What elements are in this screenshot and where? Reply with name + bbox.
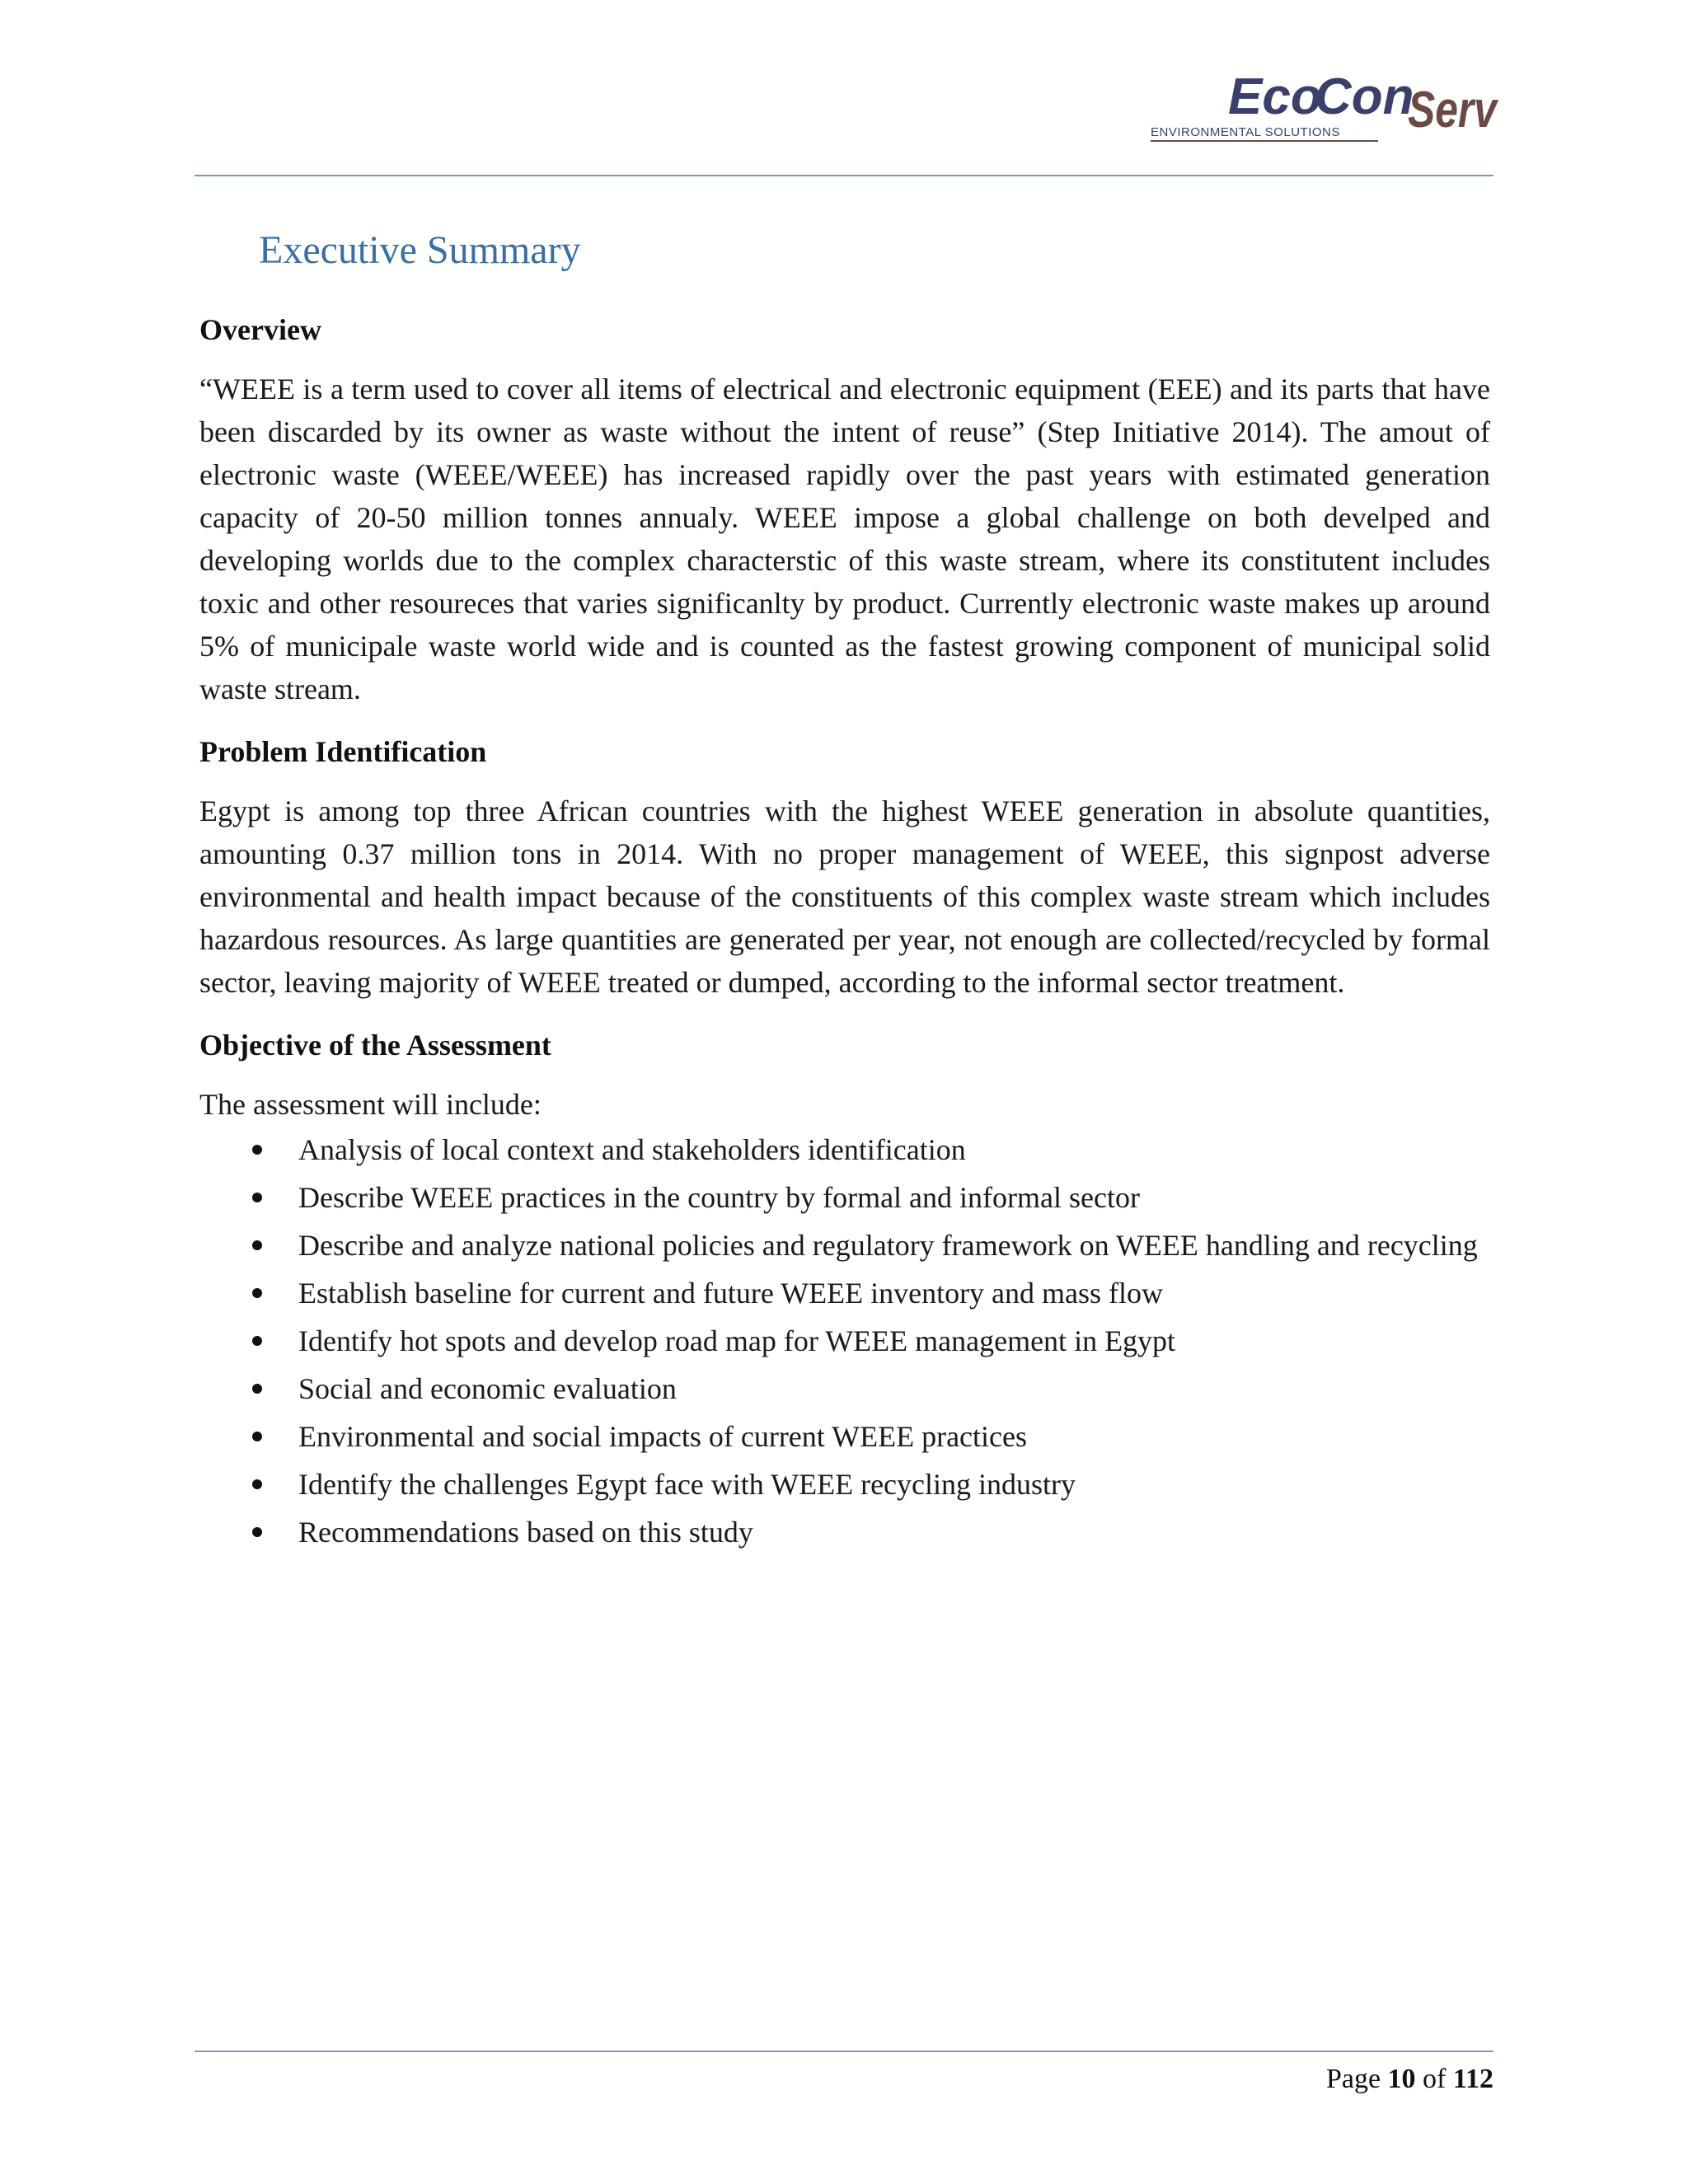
list-item bbox=[199, 1225, 1490, 1266]
list-item bbox=[199, 1129, 1490, 1170]
list-item bbox=[199, 1464, 1490, 1505]
page-title: Executive Summary bbox=[259, 228, 581, 272]
logo-wordmark-eco: Eco bbox=[1228, 68, 1322, 125]
bullet-icon bbox=[252, 1336, 262, 1346]
list-item-text: Analysis of local context and stakeholders identification bbox=[298, 1133, 966, 1166]
header-rule bbox=[195, 175, 1493, 176]
objective-intro: The assessment will include: bbox=[199, 1088, 542, 1121]
bullet-icon bbox=[252, 1193, 262, 1202]
list-item-text: Identify hot spots and develop road map for WEEE management in Egypt bbox=[298, 1324, 1176, 1357]
of-label: of bbox=[1423, 2064, 1447, 2094]
list-item-text: Establish baseline for current and future WEEE inventory and mass flow bbox=[298, 1277, 1164, 1310]
current-page-number: 10 bbox=[1387, 2064, 1416, 2094]
page-content bbox=[199, 223, 1490, 1559]
page-number-footer bbox=[1326, 2059, 1493, 2100]
overview-heading: Overview bbox=[199, 313, 321, 346]
bullet-icon bbox=[252, 1432, 262, 1441]
list-item-text: Describe WEEE practices in the country by formal and informal sector bbox=[298, 1181, 1140, 1214]
bullet-icon bbox=[252, 1145, 262, 1155]
list-item bbox=[199, 1272, 1490, 1314]
list-item-text: Describe and analyze national policies and regulatory framework on WEEE handling and recycling bbox=[298, 1229, 1478, 1262]
objective-heading: Objective of the Assessment bbox=[199, 1029, 551, 1062]
bullet-icon bbox=[252, 1240, 262, 1250]
list-item bbox=[199, 1368, 1490, 1409]
ecoconserv-logo bbox=[1147, 66, 1502, 148]
list-item bbox=[199, 1416, 1490, 1457]
bullet-icon bbox=[252, 1384, 262, 1394]
logo-underline bbox=[1151, 140, 1378, 142]
list-item bbox=[199, 1511, 1490, 1553]
bullet-icon bbox=[252, 1479, 262, 1489]
list-item-text: Recommendations based on this study bbox=[298, 1516, 753, 1549]
logo-wordmark-con: Con bbox=[1315, 68, 1414, 125]
problem-heading: Problem Identification bbox=[199, 735, 487, 768]
footer-rule bbox=[195, 2050, 1493, 2052]
list-item bbox=[199, 1320, 1490, 1361]
total-pages-number: 112 bbox=[1452, 2064, 1493, 2094]
list-item bbox=[199, 1177, 1490, 1218]
page-label: Page bbox=[1325, 2064, 1381, 2094]
bullet-icon bbox=[252, 1527, 262, 1537]
overview-paragraph: “WEEE is a term used to cover all items of electrical and electronic equipment (EEE) and its parts that have been discarded by its owner as waste without the intent of reuse” (Step Initiative 2014). The amout of electronic waste (WEEE/WEEE) has increased rapidly over the past years with estimated generation capacity of 20-50 million tonnes annualy. WEEE impose a global challenge on both develped and developing worlds due to the complex characterstic of this waste stream, where its constitutent includes toxic and other resoureces that varies significanlty by product. Currently electronic waste makes up around 5% of municipale waste world wide and is counted as the fastest growing component of municipal solid waste stream. bbox=[199, 373, 1490, 705]
problem-paragraph: Egypt is among top three African countries with the highest WEEE generation in absolute quantities, amounting 0.37 million tons in 2014. With no proper management of WEEE, this signpost adverse environmental and health impact because of the constituents of this complex waste stream which includes hazardous resources. As large quantities are generated per year, not enough are collected/recycled by formal sector, leaving majority of WEEE treated or dumped, according to the informal sector treatment. bbox=[199, 794, 1490, 999]
logo-wordmark-serv: Serv bbox=[1408, 82, 1499, 138]
list-item-text: Identify the challenges Egypt face with WEEE recycling industry bbox=[298, 1468, 1076, 1501]
list-item-text: Environmental and social impacts of current WEEE practices bbox=[298, 1420, 1028, 1453]
list-item-text: Social and economic evaluation bbox=[298, 1372, 677, 1405]
objective-list bbox=[199, 1129, 1490, 1553]
bullet-icon bbox=[252, 1288, 262, 1298]
logo-tagline: ENVIRONMENTAL SOLUTIONS bbox=[1151, 125, 1340, 139]
